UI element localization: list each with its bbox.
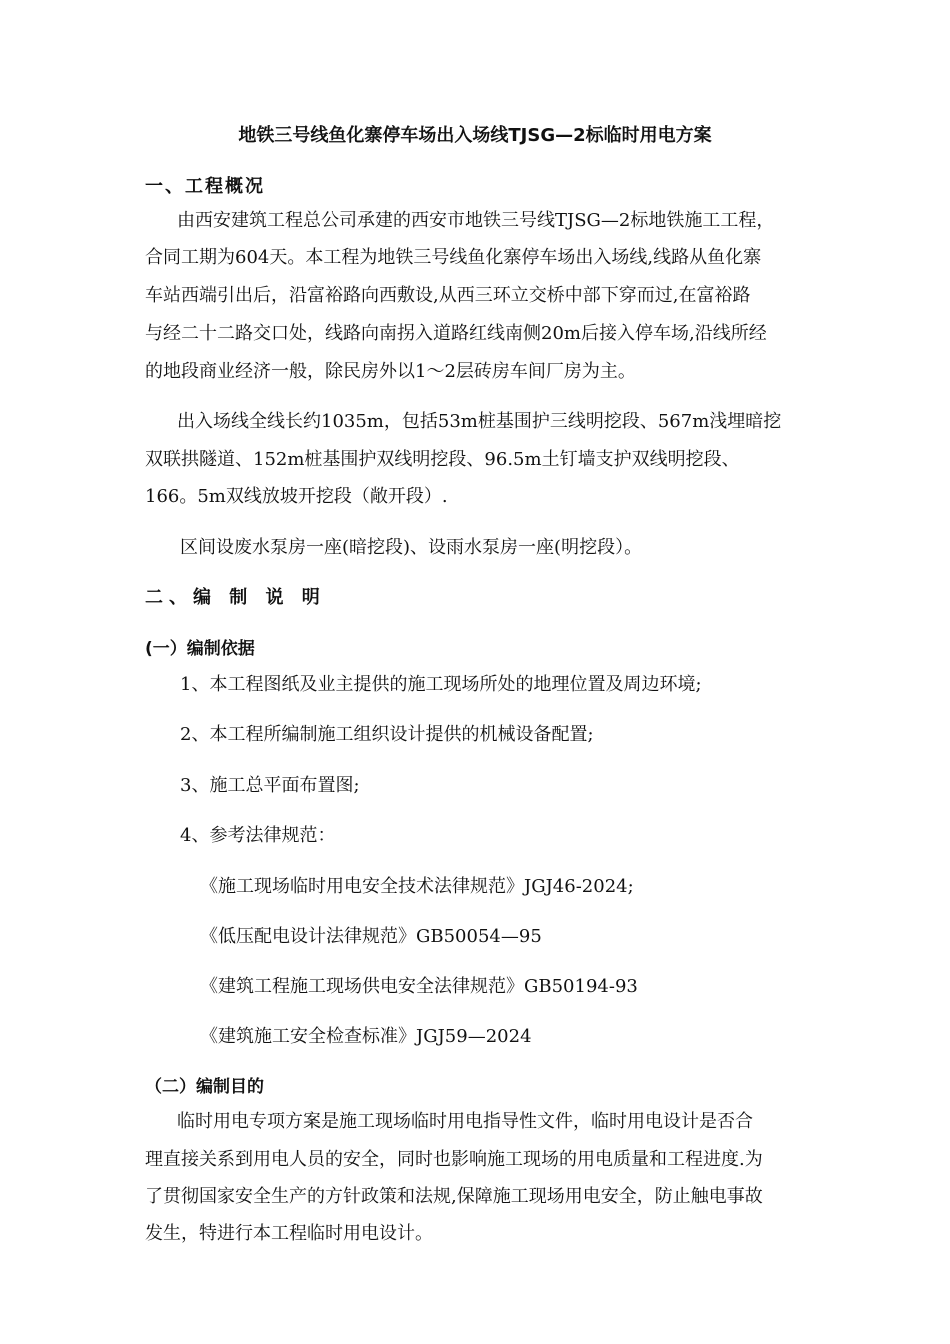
reference-item: 《建筑工程施工现场供电安全法律规范》GB50194-93 <box>200 976 638 997</box>
list-item: 1、本工程图纸及业主提供的施工现场所处的地理位置及周边环境; <box>180 674 702 695</box>
paragraph-line: 双联拱隧道、152m桩基围护双线明挖段、96.5m土钉墙支护双线明挖段、 <box>145 449 740 470</box>
paragraph-line: 的地段商业经济一般，除民房外以1～2层砖房车间厂房为主。 <box>145 361 636 382</box>
reference-item: 《低压配电设计法律规范》GB50054—95 <box>200 926 542 947</box>
paragraph-line: 由西安建筑工程总公司承建的西安市地铁三号线TJSG—2标地铁施工工程， <box>177 210 775 231</box>
paragraph-line: 临时用电专项方案是施工现场临时用电指导性文件，临时用电设计是否合 <box>177 1111 753 1132</box>
list-item: 2、本工程所编制施工组织设计提供的机械设备配置; <box>180 724 594 745</box>
reference-item: 《施工现场临时用电安全技术法律规范》JGJ46-2024; <box>200 876 634 897</box>
paragraph-line: 发生，特进行本工程临时用电设计。 <box>145 1223 433 1244</box>
paragraph-line: 出入场线全线长约1035m，包括53m桩基围护三线明挖段、567m浅埋暗挖 <box>177 411 782 432</box>
subsection-1-heading: (一）编制依据 <box>145 639 255 659</box>
paragraph-line: 区间设废水泵房一座(暗挖段)、设雨水泵房一座(明挖段）。 <box>180 537 643 558</box>
list-item: 4、参考法律规范： <box>180 825 336 846</box>
section-2-heading: 二、编 制 说 明 <box>145 587 326 608</box>
document-title: 地铁三号线鱼化寨停车场出入场线TJSG—2标临时用电方案 <box>238 125 712 146</box>
paragraph-line: 理直接关系到用电人员的安全，同时也影响施工现场的用电质量和工程进度.为 <box>145 1149 763 1170</box>
list-item: 3、施工总平面布置图; <box>180 775 360 796</box>
paragraph-line: 合同工期为604天。本工程为地铁三号线鱼化寨停车场出入场线,线路从鱼化寨 <box>145 247 762 268</box>
paragraph-line: 了贯彻国家安全生产的方针政策和法规,保障施工现场用电安全，防止触电事故 <box>145 1186 763 1207</box>
section-1-heading: 一、工程概况 <box>145 176 265 197</box>
paragraph-line: 166。5m双线放坡开挖段（敞开段）. <box>145 486 448 507</box>
subsection-2-heading: （二）编制目的 <box>145 1077 264 1097</box>
reference-item: 《建筑施工安全检查标准》JGJ59—2024 <box>200 1026 532 1047</box>
paragraph-line: 车站西端引出后，沿富裕路向西敷设,从西三环立交桥中部下穿而过,在富裕路 <box>145 285 751 306</box>
paragraph-line: 与经二十二路交口处，线路向南拐入道路红线南侧20m后接入停车场,沿线所经 <box>145 323 767 344</box>
